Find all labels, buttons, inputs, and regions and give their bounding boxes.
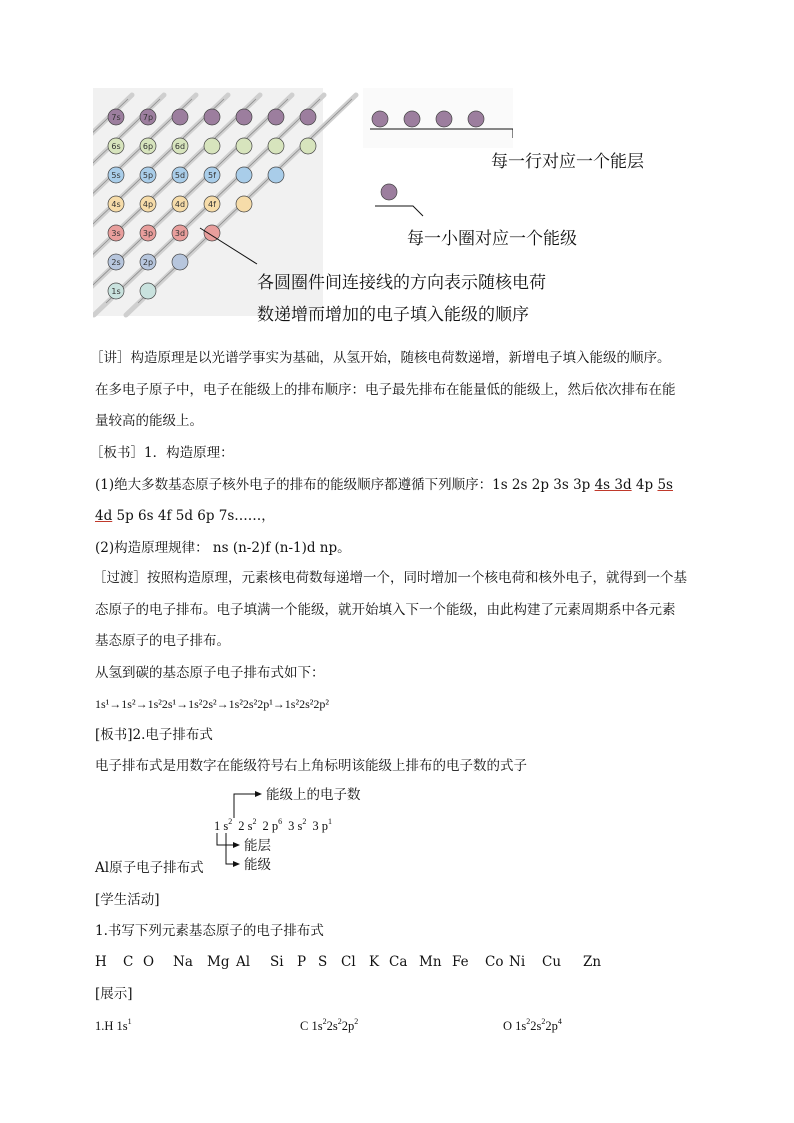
orbital-label: 4p: [142, 200, 154, 209]
h-to-c-heading: 从氢到碳的基态原子电子排布式如下：: [95, 665, 325, 681]
orbital-label: 7p: [142, 113, 154, 122]
answer-electrons: 2: [337, 1017, 342, 1026]
element-symbol: Ni: [509, 954, 526, 970]
order-underlined-3: 4d: [95, 508, 113, 524]
formula-term: [214, 819, 232, 833]
legend-lines-text-2: 数递增而增加的电子填入能级的顺序: [257, 305, 529, 325]
orbital-label: 6s: [111, 142, 121, 151]
orbital-label: 5p: [142, 171, 154, 180]
legend-line-circle: [375, 206, 423, 216]
orbital-circle: [300, 138, 316, 154]
task-line: 1.书写下列元素基态原子的电子排布式: [95, 923, 324, 939]
orbital-circle: [172, 254, 188, 270]
formula-subshell: s: [297, 819, 303, 833]
answer-electrons: 2: [541, 1017, 546, 1026]
para1-line3: 量较高的能级上。: [95, 413, 203, 429]
al-label-layer: 能层: [244, 838, 271, 854]
orbital-label: 4s: [111, 200, 121, 209]
formula-subshell: s: [247, 819, 253, 833]
answer-electrons: 2: [526, 1017, 531, 1026]
sequence-item: 1s²2s²: [188, 697, 217, 711]
formula-subshell: s: [223, 819, 229, 833]
orbital-circle: [268, 167, 284, 183]
orbital-label: 5d: [174, 171, 186, 180]
formula-subshell: p: [321, 819, 328, 833]
orbital-circle: [204, 138, 220, 154]
answer-subshell: 2p: [545, 1019, 558, 1033]
sequence-arrow: →: [216, 697, 229, 711]
order-line-2: [95, 506, 275, 526]
answer-subshell: 2s: [530, 1019, 542, 1033]
answer-electrons: 4: [557, 1017, 562, 1026]
orbital-circle: [268, 138, 284, 154]
element-symbol: Cu: [542, 954, 562, 970]
answer-subshell: 2s: [326, 1019, 338, 1033]
answer-electrons: 2: [322, 1017, 327, 1026]
para1-line1: ［讲］构造原理是以光谱学事实为基础，从氢开始，随核电荷数递增，新增电子填入能级的顺序。: [90, 350, 671, 366]
element-symbol: O: [143, 954, 155, 970]
orbital-label: 5s: [111, 171, 121, 180]
sequence-item: 1s²2s²2p²: [284, 697, 329, 711]
arrow-level: [233, 861, 240, 867]
sequence-item: 1s²: [121, 697, 136, 711]
answer-prefix: 1.H 1s: [95, 1019, 128, 1033]
activity-heading: [学生活动]: [95, 892, 160, 908]
orbital-label: 7s: [111, 113, 121, 122]
legend-circle: [468, 111, 484, 127]
orbital-label: 3d: [174, 229, 186, 238]
orbital-circle: [140, 283, 156, 299]
al-caption: Al原子电子排布式: [95, 860, 204, 876]
order-prefix: (1)绝大多数基态原子核外电子的排布的能级顺序都遵循下列顺序：1s 2s 2p 3s 3p: [95, 477, 595, 493]
formula-shell: 3: [312, 819, 322, 833]
formula-electrons: 6: [278, 817, 283, 826]
element-symbol: Mg: [207, 954, 230, 970]
element-symbol: Na: [173, 954, 193, 970]
element-symbol: Zn: [583, 954, 602, 970]
electron-sequence: [95, 694, 329, 714]
orbital-label: 6p: [142, 142, 154, 151]
orbital-label: 1s: [111, 287, 121, 296]
orbital-label: 4f: [208, 200, 216, 209]
element-symbol: Fe: [452, 954, 469, 970]
orbital-circle: [236, 138, 252, 154]
order-line: [95, 475, 673, 495]
sequence-arrow: →: [109, 697, 122, 711]
element-symbol: S: [318, 954, 328, 970]
formula-shell: 2: [262, 819, 272, 833]
sequence-arrow: →: [176, 697, 189, 711]
orbital-circle: [204, 109, 220, 125]
al-label-top: 能级上的电子数: [266, 787, 361, 803]
orbital-label: 6d: [174, 142, 186, 151]
legend-circle: [372, 111, 388, 127]
element-symbol: Si: [270, 954, 284, 970]
element-list: [95, 952, 615, 972]
al-formula: [214, 816, 338, 836]
answer-subshell: 1s: [515, 1019, 527, 1033]
rule-line: (2)构造原理规律： ns (n-2)f (n-1)d np。: [95, 540, 351, 556]
legend-row-text: 每一行对应一个能层: [491, 152, 644, 172]
element-symbol: Cl: [341, 954, 356, 970]
board-heading-2: [板书]2.电子排布式: [95, 727, 213, 743]
orbital-label: 2p: [142, 258, 154, 267]
orbital-label: 3p: [142, 229, 154, 238]
arrow-top: [255, 791, 262, 797]
answer-subshell: 1s: [311, 1019, 323, 1033]
legend-circle: [404, 111, 420, 127]
al-label-level: 能级: [244, 857, 271, 873]
arrow-layer: [233, 842, 240, 848]
answer-c: [300, 1016, 358, 1036]
orbital-label: 5f: [208, 171, 216, 180]
answer-h: [95, 1016, 132, 1036]
sequence-item: 1s²2s²2p¹: [228, 697, 273, 711]
definition: 电子排布式是用数字在能级符号右上角标明该能级上排布的电子数的式子: [95, 758, 527, 774]
formula-shell: 1: [214, 819, 224, 833]
orbital-label: 3s: [111, 229, 121, 238]
board-heading-1: ［板书］1．构造原理：: [90, 445, 234, 461]
transition-line3: 基态原子的电子排布。: [95, 633, 230, 649]
answer-prefix: C: [300, 1019, 312, 1033]
formula-electrons: 2: [228, 817, 233, 826]
show-heading: [展示]: [95, 986, 133, 1002]
formula-shell: 3: [288, 819, 298, 833]
orbital-circle: [172, 109, 188, 125]
element-symbol: Al: [236, 954, 251, 970]
bracket-top: [234, 794, 256, 818]
orbital-circle: [236, 109, 252, 125]
orbital-circle: [236, 167, 252, 183]
element-symbol: H: [95, 954, 107, 970]
transition-line1: ［过渡］按照构造原理，元素核电荷数每递增一个，同时增加一个核电荷和核外电子，就得到一个基: [93, 570, 687, 586]
bracket-level: [226, 833, 234, 864]
orbital-label: 4d: [174, 200, 186, 209]
formula-shell: 2: [238, 819, 248, 833]
legend-circle: [436, 111, 452, 127]
sequence-item: 1s¹: [95, 697, 110, 711]
sequence-arrow: →: [272, 697, 285, 711]
formula-subshell: p: [271, 819, 279, 833]
legend-lines-text-1: 各圆圈件间连接线的方向表示随核电荷: [257, 273, 546, 293]
order-rest: 5p 6s 4f 5d 6p 7s……，: [112, 508, 275, 524]
answer-prefix: O: [503, 1019, 516, 1033]
order-underlined-1: 4s 3d: [594, 477, 632, 493]
element-symbol: K: [369, 954, 380, 970]
formula-term: [238, 819, 256, 833]
transition-line2: 态原子的电子排布。电子填满一个能级，就开始填入下一个能级，由此构建了元素周期系中各元素: [95, 602, 676, 618]
formula-term: [263, 819, 283, 833]
order-underlined-2: 5s: [657, 477, 673, 493]
answer-subshell: 2p: [341, 1019, 355, 1033]
element-symbol: C: [123, 954, 134, 970]
legend-circle-text: 每一小圈对应一个能级: [407, 229, 577, 249]
legend-circle-single: [381, 184, 397, 200]
formula-electrons: 1: [328, 817, 332, 826]
order-middle: 4p: [631, 477, 658, 493]
answer-electrons: 1: [127, 1017, 132, 1026]
element-symbol: Mn: [419, 954, 442, 970]
formula-electrons: 2: [302, 817, 307, 826]
orbital-circle: [236, 196, 252, 212]
orbital-circle: [268, 109, 284, 125]
answer-electrons: 2: [354, 1017, 359, 1026]
formula-term: [288, 819, 306, 833]
answer-o: [503, 1016, 562, 1036]
element-symbol: Co: [485, 954, 504, 970]
formula-electrons: 2: [252, 817, 257, 826]
formula-term: [312, 819, 332, 833]
orbital-label: 2s: [111, 258, 121, 267]
sequence-arrow: →: [135, 697, 148, 711]
sequence-item: 1s²2s¹: [147, 697, 177, 711]
orbital-circle: [300, 109, 316, 125]
element-symbol: P: [297, 954, 307, 970]
para1-line2: 在多电子原子中，电子在能级上的排布顺序：电子最先排布在能量低的能级上，然后依次排布在能: [95, 382, 676, 398]
element-symbol: Ca: [389, 954, 408, 970]
